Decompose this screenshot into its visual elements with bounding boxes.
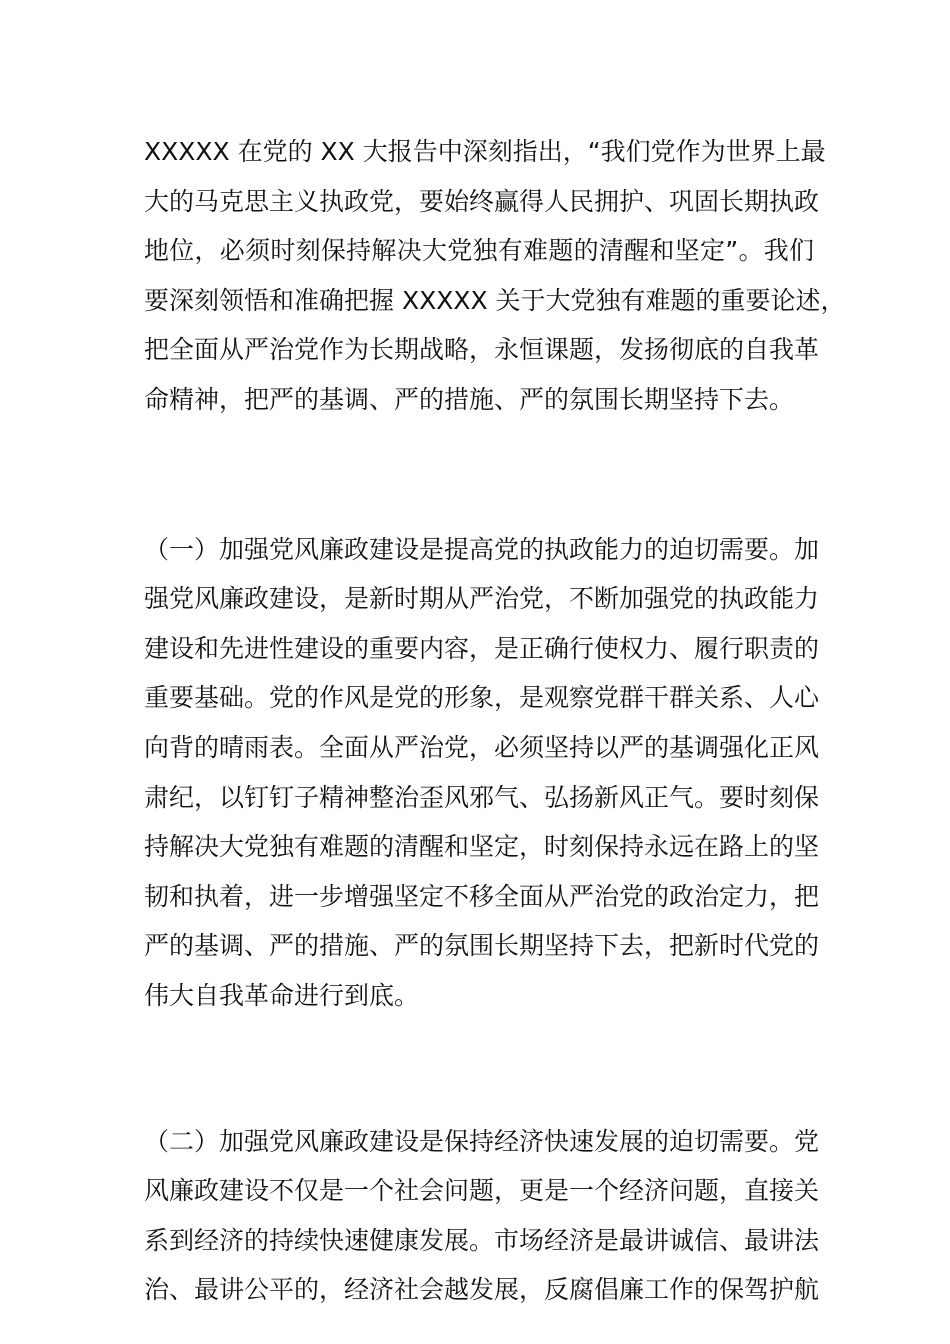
text-line: （一）加强党风廉政建设是提高党的执政能力的迫切需要。加 bbox=[144, 534, 820, 564]
text-line: 要深刻领悟和准确把握 XXXXX 关于大党独有难题的重要论述， bbox=[144, 285, 846, 315]
paragraph-section-2 bbox=[144, 1117, 820, 1315]
text-line: 把全面从严治党作为长期战略，永恒课题，发扬彻底的自我革 bbox=[144, 335, 820, 365]
text-line: 伟大自我革命进行到底。 bbox=[144, 980, 420, 1010]
text-line: 持解决大党独有难题的清醒和坚定，时刻保持永远在路上的坚 bbox=[144, 832, 820, 862]
text-line: （二）加强党风廉政建设是保持经济快速发展的迫切需要。党 bbox=[144, 1126, 820, 1156]
text-line: 重要基础。党的作风是党的形象，是观察党群干群关系、人心 bbox=[144, 683, 820, 713]
text-line: 治、最讲公平的，经济社会越发展，反腐倡廉工作的保驾护航 bbox=[144, 1275, 820, 1305]
text-line: 风廉政建设不仅是一个社会问题，更是一个经济问题，直接关 bbox=[144, 1176, 820, 1206]
text-line: 建设和先进性建设的重要内容，是正确行使权力、履行职责的 bbox=[144, 633, 820, 663]
paragraph-intro bbox=[144, 127, 846, 425]
text-line: 向背的晴雨表。全面从严治党，必须坚持以严的基调强化正风 bbox=[144, 732, 820, 762]
paragraph-spacer bbox=[144, 425, 814, 525]
text-line: 严的基调、严的措施、严的氛围长期坚持下去，把新时代党的 bbox=[144, 931, 820, 961]
text-line: 系到经济的持续快速健康发展。市场经济是最讲诚信、最讲法 bbox=[144, 1225, 820, 1255]
text-line: 强党风廉政建设，是新时期从严治党，不断加强党的执政能力 bbox=[144, 584, 820, 614]
paragraph-spacer bbox=[144, 1021, 814, 1117]
paragraph-section-1 bbox=[144, 525, 820, 1021]
text-line: 地位，必须时刻保持解决大党独有难题的清醒和坚定”。我们 bbox=[144, 236, 814, 266]
text-line: 大的马克思主义执政党，要始终赢得人民拥护、巩固长期执政 bbox=[144, 186, 820, 216]
text-line: 肃纪，以钉钉子精神整治歪风邪气、弘扬新风正气。要时刻保 bbox=[144, 782, 820, 812]
text-line: 命精神，把严的基调、严的措施、严的氛围长期坚持下去。 bbox=[144, 384, 795, 414]
text-line: 韧和执着，进一步增强坚定不移全面从严治党的政治定力，把 bbox=[144, 881, 820, 911]
text-line: XXXXX 在党的 XX 大报告中深刻指出，“我们党作为世界上最 bbox=[144, 137, 826, 166]
document-body bbox=[144, 127, 846, 1315]
